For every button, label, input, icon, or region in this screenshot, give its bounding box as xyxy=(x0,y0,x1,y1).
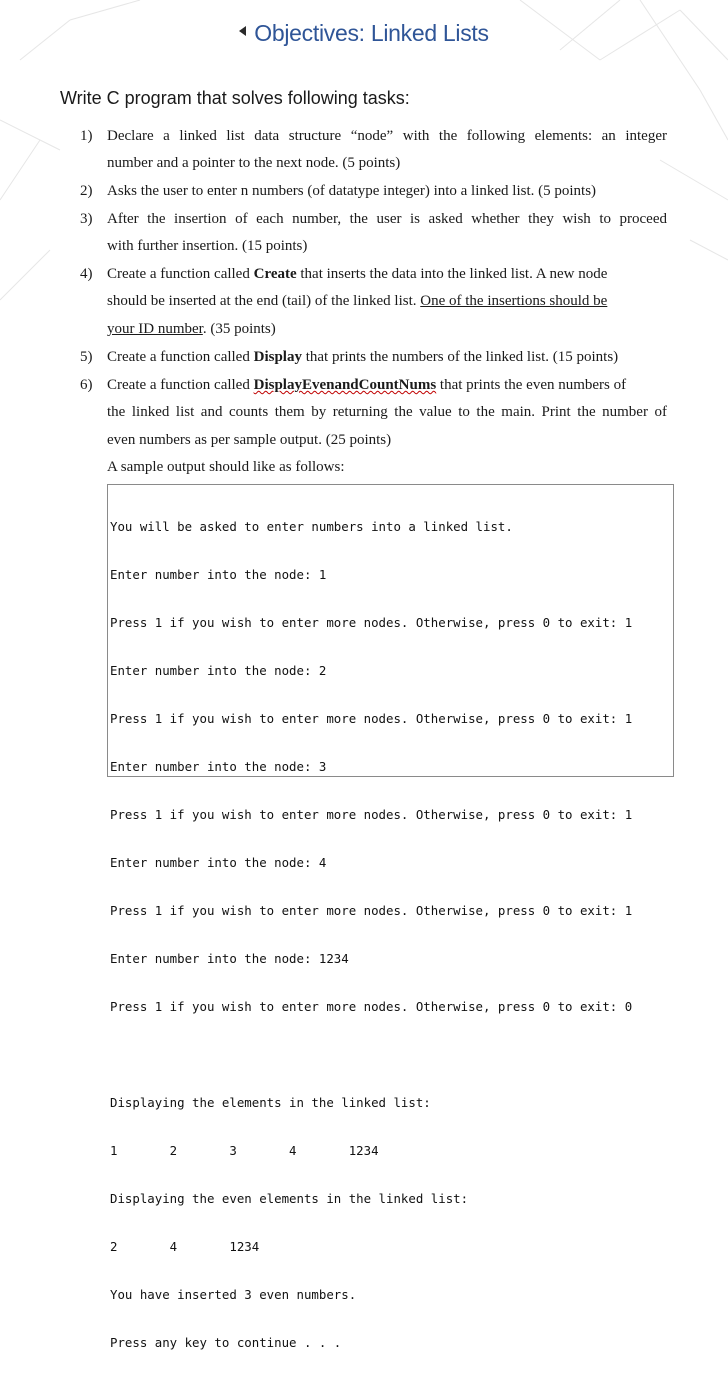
console-line: You have inserted 3 even numbers. xyxy=(110,1287,357,1302)
task-text-part: Create a function called xyxy=(107,266,254,282)
console-line: Enter number into the node: 1234 xyxy=(110,951,349,966)
task-text-part: that prints the numbers of the linked list. (15 points) xyxy=(301,349,619,365)
underlined-text: One of the insertions should be xyxy=(420,293,608,309)
task-text: After the insertion of each number, the user is asked whether they wish to proceed xyxy=(107,211,667,227)
console-line: Press 1 if you wish to enter more nodes. Otherwise, press 0 to exit: 1 xyxy=(110,903,633,918)
task-text-part: that prints the even numbers of xyxy=(436,377,627,393)
console-line: Displaying the elements in the linked list: xyxy=(110,1095,431,1110)
task-text: even numbers as per sample output. (25 points) xyxy=(107,432,392,448)
task-text: Asks the user to enter n numbers (of datatype integer) into a linked list. (5 points) xyxy=(107,183,597,199)
task-text xyxy=(107,348,667,366)
console-line: Enter number into the node: 1 xyxy=(110,567,327,582)
task-text: the linked list and counts them by returning the value to the main. Print the number of xyxy=(107,404,667,420)
console-line: Press 1 if you wish to enter more nodes. Otherwise, press 0 to exit: 0 xyxy=(110,999,633,1014)
underlined-text: your ID number xyxy=(107,321,203,337)
task-text-part: . (35 points) xyxy=(202,321,276,337)
task-number: 1) xyxy=(80,128,93,144)
task-text-part: Create a function called xyxy=(107,349,254,365)
console-line: Press 1 if you wish to enter more nodes. Otherwise, press 0 to exit: 1 xyxy=(110,711,633,726)
console-line: Press any key to continue . . . xyxy=(110,1335,342,1350)
task-text xyxy=(107,376,667,394)
task-text xyxy=(107,265,667,283)
task-text-part: should be inserted at the end (tail) of the linked list. xyxy=(107,293,421,309)
page-title: Objectives: Linked Lists xyxy=(254,20,489,46)
task-text: Declare a linked list data structure “node” with the following elements: an integer xyxy=(107,128,667,144)
task-number: 6) xyxy=(80,377,93,393)
task-text: with further insertion. (15 points) xyxy=(107,238,308,254)
sample-output-label: A sample output should like as follows: xyxy=(107,459,345,475)
console-line: Enter number into the node: 3 xyxy=(110,759,327,774)
task-number: 3) xyxy=(80,211,93,227)
function-name: DisplayEvenandCountNums xyxy=(253,377,437,393)
task-text-part: Create a function called xyxy=(107,377,254,393)
console-line: Displaying the even elements in the linked list: xyxy=(110,1191,469,1206)
console-line: Press 1 if you wish to enter more nodes. Otherwise, press 0 to exit: 1 xyxy=(110,807,633,822)
console-line: 1 2 3 4 1234 xyxy=(110,1143,379,1158)
function-name: Create xyxy=(253,266,297,282)
task-text: number and a pointer to the next node. (5 points) xyxy=(107,155,401,171)
console-line: Enter number into the node: 2 xyxy=(110,663,327,678)
task-number: 5) xyxy=(80,349,93,365)
console-line: Press 1 if you wish to enter more nodes. Otherwise, press 0 to exit: 1 xyxy=(110,615,633,630)
console-line: Enter number into the node: 4 xyxy=(110,855,327,870)
intro-text: Write C program that solves following tasks: xyxy=(60,88,410,108)
task-number: 4) xyxy=(80,266,93,282)
console-line xyxy=(110,1047,673,1063)
task-text-part: that inserts the data into the linked list. A new node xyxy=(296,266,608,282)
title-row xyxy=(0,20,728,54)
task-text xyxy=(107,320,667,338)
function-name: Display xyxy=(253,349,302,365)
console-output xyxy=(107,484,674,1350)
console-line: 2 4 1234 xyxy=(110,1239,260,1254)
task-text xyxy=(107,292,667,310)
console-line: You will be asked to enter numbers into a linked list. xyxy=(110,519,513,534)
collapse-arrow-icon[interactable] xyxy=(239,26,246,36)
task-number: 2) xyxy=(80,183,93,199)
